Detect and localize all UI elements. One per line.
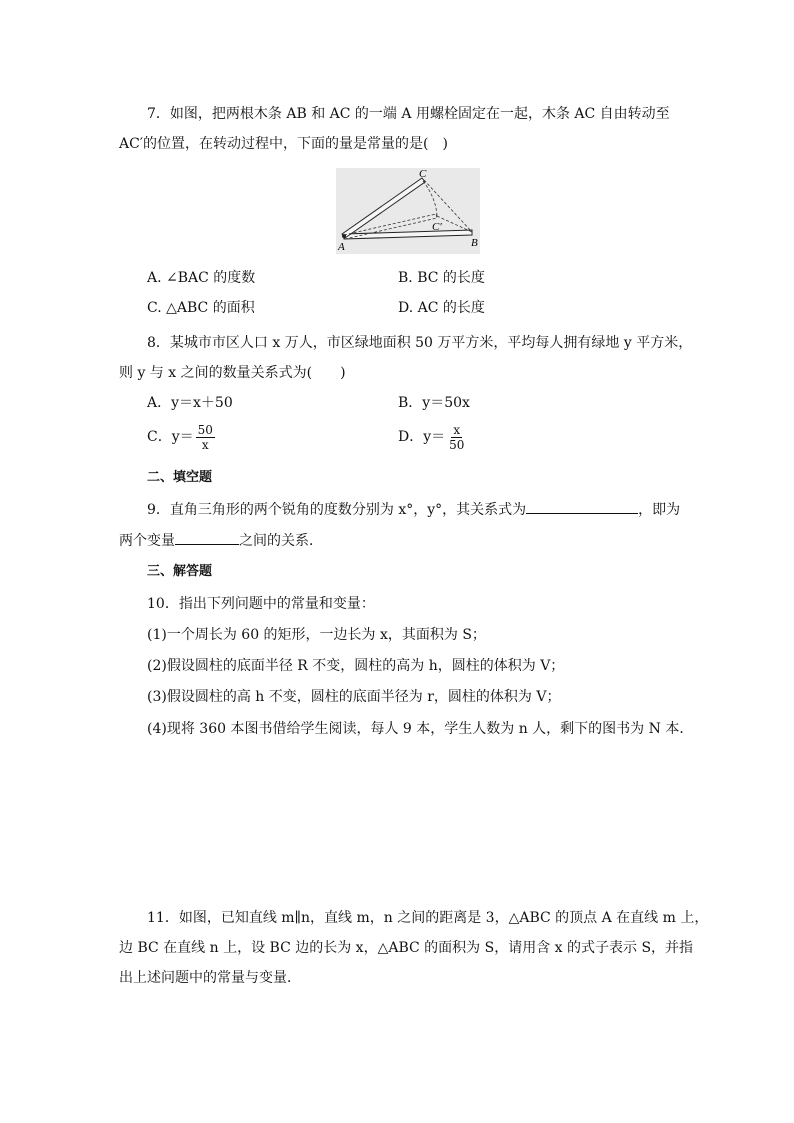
q7-line-2: AC′的位置，在转动过程中，下面的量是常量的是( ): [119, 136, 448, 152]
section-answer-heading: 三、解答题: [147, 564, 213, 579]
q9-line-1-text: 9．直角三角形的两个锐角的度数分别为 x°，y°，其关系式为: [147, 502, 527, 518]
q8-option-d-prefix: D．y＝: [398, 429, 446, 445]
q10-item-1: (1)一个周长为 60 的矩形，一边长为 x，其面积为 S；: [147, 627, 486, 643]
label-a: A: [338, 241, 345, 253]
q7-figure: [336, 168, 480, 254]
q8-option-c-fraction: [196, 423, 215, 452]
q10-title: 10．指出下列问题中的常量和变量：: [147, 596, 375, 612]
figure-background: [336, 168, 480, 254]
q9-line-2-tail: 之间的关系．: [239, 533, 323, 549]
fraction-denominator: 50: [449, 437, 465, 452]
q11-line-2: 边 BC 在直线 n 上，设 BC 边的长为 x，△ABC 的面积为 S，请用含 x 的式子表示 S，并指: [119, 940, 694, 956]
fraction-numerator: x: [453, 422, 461, 437]
q8-option-d: [398, 420, 466, 454]
q8-line-2: 则 y 与 x 之间的数量关系式为( ): [119, 365, 346, 381]
q9-line-1: [147, 499, 680, 520]
q7-option-b: B. BC 的长度: [398, 270, 485, 286]
label-b: B: [471, 237, 478, 249]
q7-line-1: 7．如图，把两根木条 AB 和 AC 的一端 A 用螺栓固定在一起，木条 AC 自由转动至: [147, 106, 670, 122]
q10-item-2: (2)假设圆柱的底面半径 R 不变，圆柱的高为 h，圆柱的体积为 V；: [147, 658, 565, 674]
label-c: C: [419, 168, 427, 180]
q8-option-b: B．y＝50x: [398, 395, 470, 411]
q7-option-a: A. ∠BAC 的度数: [147, 270, 256, 286]
q11-line-3: 出上述问题中的常量与变量．: [119, 970, 301, 986]
q9-line-2-text: 两个变量: [119, 533, 175, 549]
q8-option-d-fraction: [447, 423, 466, 452]
q8-line-1: 8．某城市市区人口 x 万人，市区绿地面积 50 万平方米，平均每人拥有绿地 y 平方米，: [147, 335, 693, 351]
q11-line-1: 11．如图，已知直线 m∥n，直线 m，n 之间的距离是 3，△ABC 的顶点 A 在直线 m 上，: [147, 910, 709, 926]
q10-item-3: (3)假设圆柱的高 h 不变，圆柱的底面半径为 r，圆柱的体积为 V；: [147, 689, 561, 705]
q9-blank-1[interactable]: [526, 499, 638, 514]
q10-item-4: (4)现将 360 本图书借给学生阅读，每人 9 本，学生人数为 n 人，剩下的图书为 N 本．: [147, 721, 694, 737]
section-fill-in-heading: 二、填空题: [147, 470, 213, 485]
q8-option-a: A．y＝x＋50: [147, 395, 233, 411]
q7-option-c: C. △ABC 的面积: [147, 300, 255, 316]
q8-option-c-prefix: C．y＝: [147, 429, 194, 445]
pivot-a: [342, 234, 346, 238]
q7-option-d: D. AC 的长度: [398, 300, 485, 316]
q9-line-1-tail: ，即为: [638, 502, 681, 518]
fraction-denominator: x: [201, 437, 209, 452]
q9-line-2: [119, 530, 323, 551]
q9-blank-2[interactable]: [175, 530, 239, 545]
fraction-numerator: 50: [197, 422, 213, 437]
label-c-prime: C′: [432, 221, 442, 233]
q8-option-c: [147, 420, 215, 454]
